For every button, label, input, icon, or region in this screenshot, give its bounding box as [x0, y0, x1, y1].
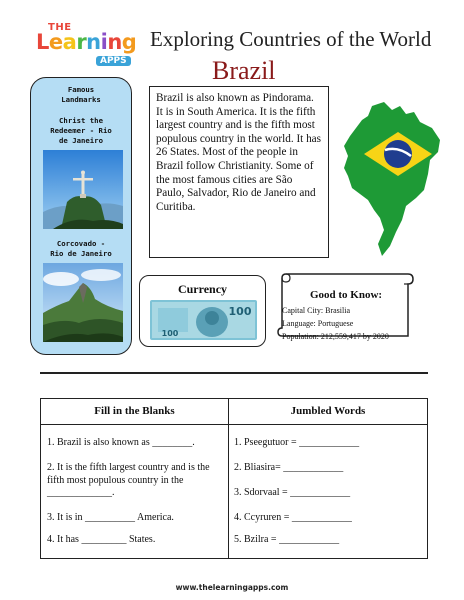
jumbled-word-4: 4. Ccyruren = ____________ [234, 512, 352, 523]
svg-text:100: 100 [161, 329, 179, 338]
logo-learning: Learning [36, 30, 137, 54]
landmarks-panel [30, 77, 132, 355]
footer-url[interactable]: www.thelearningapps.com [175, 583, 289, 592]
landmarks-heading: Famous Landmarks [61, 85, 101, 104]
christ-the-redeemer-photo [43, 150, 123, 229]
brazil-map-icon [342, 98, 442, 258]
jumbled-word-3: 3. Sdorvaal = ____________ [234, 487, 351, 498]
currency-label: Currency [177, 282, 228, 296]
logo-apps: APPS [96, 56, 131, 66]
fill-in-the-blanks-heading: Fill in the Blanks [41, 399, 228, 425]
capital-city: Capital City: Brasilia [282, 306, 350, 315]
good-to-know-panel [282, 289, 410, 343]
landmark-2-label: Corcovado - Rio de Janeiro [50, 239, 112, 258]
country-name: Brazil [212, 56, 276, 85]
country-description [149, 86, 329, 258]
blank-question-4: 4. It has _________ States. [47, 534, 156, 545]
description-text: Brazil is also known as Pindorama. It is in South America. It is the fifth largest country and is the fifth most populous country in the world. It has 26 States. Most of the people in Brazil follow Christianity. Some of the most famous cities are São Paulo, Salvador, Rio de Janeiro and Curitiba. [156, 92, 321, 213]
corcovado-photo [43, 263, 123, 342]
landmark-1-label: Christ the Redeemer - Rio de Janeiro [50, 116, 112, 145]
page-title: Exploring Countries of the World [150, 27, 432, 51]
blank-question-1: 1. Brazil is also known as ________. [47, 437, 195, 448]
blank-question-3: 3. It is in __________ America. [47, 512, 174, 523]
the-learning-apps-logo [30, 22, 140, 70]
banknote-image [150, 300, 257, 340]
jumbled-word-5: 5. Bzilra = ____________ [234, 534, 340, 545]
jumbled-words-heading: Jumbled Words [229, 399, 427, 425]
language: Language: Portuguese [282, 319, 354, 328]
logo-the: THE [48, 22, 72, 33]
jumbled-word-2: 2. Bliasira= ____________ [234, 462, 344, 473]
section-divider [40, 372, 428, 374]
worksheet-table [40, 398, 428, 559]
blank-question-2: 2. It is the fifth largest country and is the fifth most populous country in the _____________. [47, 462, 210, 498]
jumbled-words-column [229, 399, 427, 558]
population: Population: 212,559,417 by 2020 [282, 332, 389, 341]
good-to-know-heading: Good to Know: [309, 289, 383, 301]
banknote-value: 100 [228, 305, 252, 318]
currency-box [139, 275, 266, 347]
jumbled-word-1: 1. Pseegutuor = ____________ [234, 437, 360, 448]
fill-in-the-blanks-column [41, 399, 229, 558]
